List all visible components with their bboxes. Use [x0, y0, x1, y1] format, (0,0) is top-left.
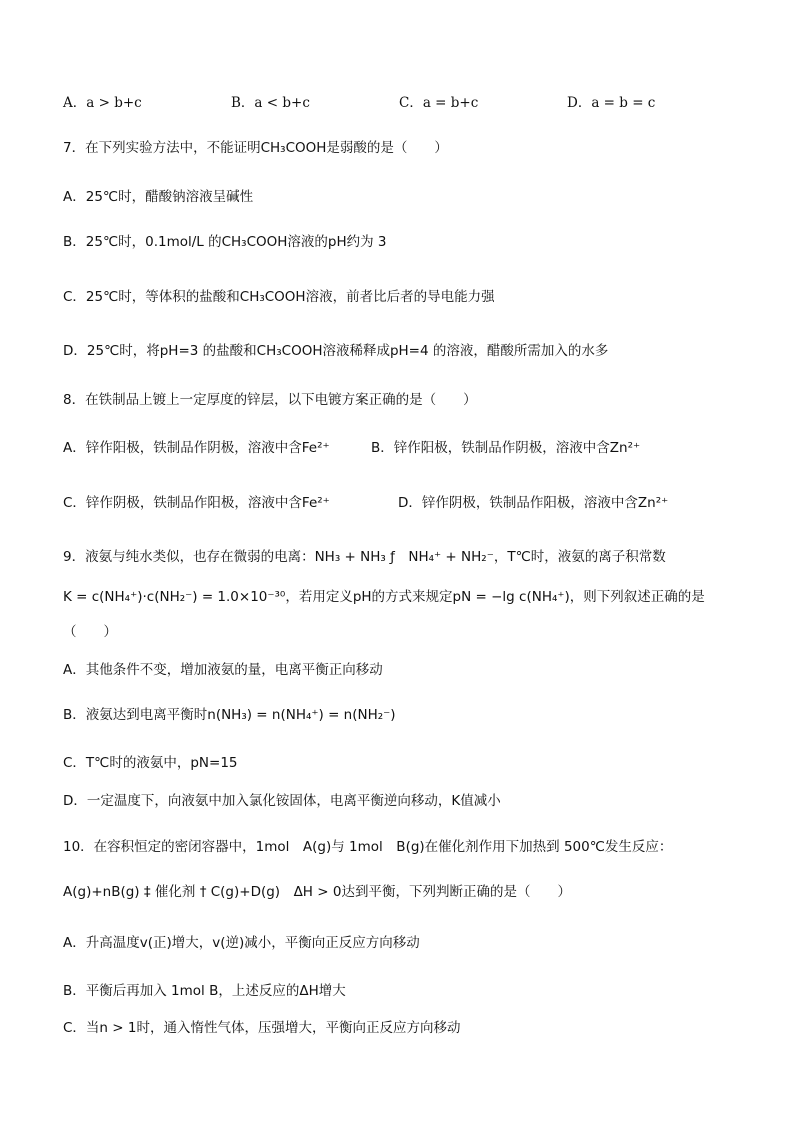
q6-option-d: D．a = b = c [567, 95, 656, 111]
q8-option-b: B．锌作阳极，铁制品作阴极，溶液中含Zn²⁺ [371, 440, 641, 456]
q10-option-b: B．平衡后再加入 1mol B，上述反应的ΔH增大 [63, 983, 346, 999]
q9-stem-line3: （ ） [63, 624, 117, 640]
q7-option-c: C．25℃时，等体积的盐酸和CH₃COOH溶液，前者比后者的导电能力强 [63, 289, 495, 305]
q7-option-d: D．25℃时，将pH=3 的盐酸和CH₃COOH溶液稀释成pH=4 的溶液，醋酸所需加入的水多 [63, 343, 609, 359]
q8-stem: 8．在铁制品上镀上一定厚度的锌层，以下电镀方案正确的是（ ） [63, 392, 477, 408]
q10-stem-line2: A(g)+nB(g) ‡ 催化剂 † C(g)+D(g) ΔH > 0达到平衡，下列判断正确的是（ ） [63, 884, 571, 900]
q7-option-b: B．25℃时，0.1mol/L 的CH₃COOH溶液的pH约为 3 [63, 234, 387, 250]
q8-option-a: A．锌作阳极，铁制品作阴极，溶液中含Fe²⁺ [63, 440, 330, 456]
q7-stem: 7．在下列实验方法中，不能证明CH₃COOH是弱酸的是（ ） [63, 140, 448, 156]
q10-option-a: A．升高温度v(正)增大，v(逆)减小，平衡向正反应方向移动 [63, 935, 420, 951]
q8-option-d: D．锌作阴极，铁制品作阳极，溶液中含Zn²⁺ [398, 495, 669, 511]
q6-option-c: C．a = b+c [399, 95, 479, 111]
q6-option-b: B．a < b+c [231, 95, 310, 111]
q10-stem-line1: 10．在容积恒定的密闭容器中，1mol A(g)与 1mol B(g)在催化剂作用下加热到 500℃发生反应： [63, 839, 673, 855]
q10-option-c: C．当n > 1时，通入惰性气体，压强增大，平衡向正反应方向移动 [63, 1020, 461, 1036]
q9-option-b: B．液氨达到电离平衡时n(NH₃) = n(NH₄⁺) = n(NH₂⁻) [63, 707, 396, 723]
q9-stem-line2: K = c(NH₄⁺)·c(NH₂⁻) = 1.0×10⁻³⁰，若用定义pH的方式来规定pN = −lg c(NH₄⁺)，则下列叙述正确的是 [63, 589, 705, 605]
q6-option-a: A．a > b+c [63, 95, 142, 111]
q9-option-a: A．其他条件不变，增加液氨的量，电离平衡正向移动 [63, 662, 383, 678]
q7-option-a: A．25℃时，醋酸钠溶液呈碱性 [63, 189, 254, 205]
q8-option-c: C．锌作阴极，铁制品作阳极，溶液中含Fe²⁺ [63, 495, 330, 511]
q9-option-c: C．T℃时的液氨中，pN=15 [63, 755, 238, 771]
q9-stem-line1: 9．液氨与纯水类似，也存在微弱的电离：NH₃ + NH₃ ƒ NH₄⁺ + NH₂⁻，T℃时，液氨的离子积常数 [63, 549, 666, 565]
q9-option-d: D．一定温度下，向液氨中加入氯化铵固体，电离平衡逆向移动，K值减小 [63, 793, 501, 809]
